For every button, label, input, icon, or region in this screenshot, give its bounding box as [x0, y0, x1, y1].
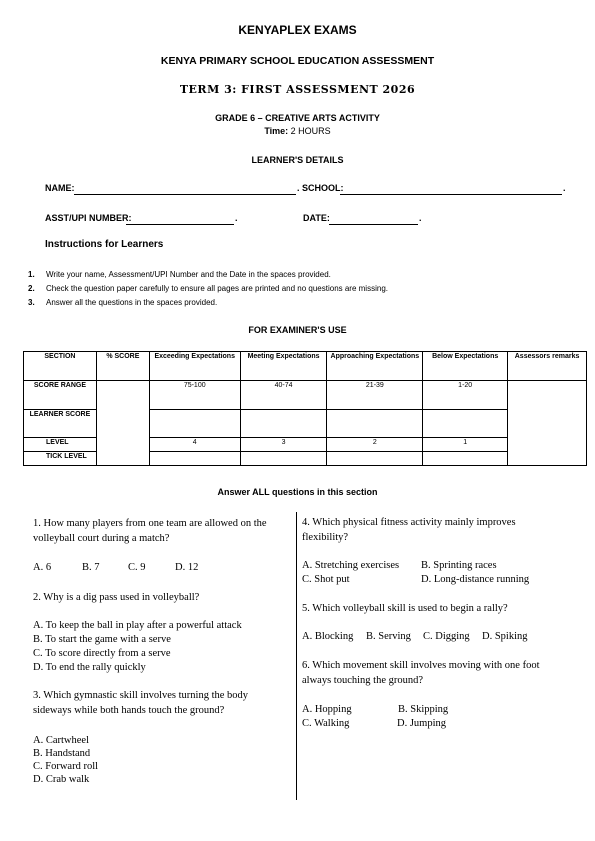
q3-option-c[interactable]: C. Forward roll — [33, 761, 99, 772]
question-3: 3. Which gymnastic skill involves turning the body sideways while both hands touch the ground? — [33, 690, 249, 716]
date-label: DATE: — [303, 213, 330, 223]
row-label: LEARNER SCORE — [24, 410, 97, 438]
header-remarks: Assessors remarks — [508, 352, 587, 381]
table-cell[interactable] — [149, 452, 240, 466]
examiner-use-heading: FOR EXAMINER'S USE — [248, 325, 347, 335]
table-cell: 1 — [423, 438, 508, 452]
header-below: Below Expectations — [423, 352, 508, 381]
table-cell[interactable] — [423, 410, 508, 438]
upi-field[interactable] — [126, 224, 234, 225]
question-6: 6. Which movement skill involves moving with one foot always touching the ground? — [302, 660, 540, 686]
remarks-cell[interactable] — [508, 381, 587, 466]
table-cell: 3 — [240, 438, 327, 452]
date-dot: . — [419, 213, 422, 223]
table-cell: 75-100 — [149, 381, 240, 410]
header-exceeding: Exceeding Expectations — [149, 352, 240, 381]
table-cell[interactable] — [240, 452, 327, 466]
question-2: 2. Why is a dig pass used in volleyball? — [33, 592, 200, 603]
q6-option-c[interactable]: C. Walking — [302, 718, 350, 729]
table-cell: 2 — [327, 438, 423, 452]
q1-option-c[interactable]: C. 9 — [128, 562, 146, 573]
table-cell: 1-20 — [423, 381, 508, 410]
q3-option-d[interactable]: D. Crab walk — [33, 774, 90, 785]
question-4: 4. Which physical fitness activity mainly improves flexibility? — [302, 517, 516, 543]
subject-title: GRADE 6 – CREATIVE ARTS ACTIVITY — [215, 113, 380, 123]
question-5: 5. Which volleyball skill is used to begin a rally? — [302, 603, 508, 614]
q5-option-c[interactable]: C. Digging — [423, 631, 470, 642]
header-score: % SCORE — [96, 352, 149, 381]
examiner-table — [23, 351, 587, 466]
q1-option-d[interactable]: D. 12 — [175, 562, 199, 573]
table-cell[interactable] — [327, 452, 423, 466]
row-label: LEVEL — [24, 438, 97, 452]
column-divider — [296, 512, 297, 800]
q6-option-a[interactable]: A. Hopping — [302, 704, 352, 715]
header-meeting: Meeting Expectations — [240, 352, 327, 381]
upi-dot: . — [235, 213, 238, 223]
term-title: TERM 3: FIRST ASSESSMENT 2026 — [179, 83, 416, 96]
header-approaching: Approaching Expectations — [327, 352, 423, 381]
name-label: NAME: — [45, 183, 75, 193]
q5-option-d[interactable]: D. Spiking — [482, 631, 528, 642]
table-cell[interactable] — [327, 410, 423, 438]
table-row — [24, 381, 587, 410]
instruction-item: 2. Check the question paper carefully to ensure all pages are printed and no questions are missing. — [28, 284, 388, 293]
q6-option-b[interactable]: B. Skipping — [398, 704, 449, 715]
school-label: SCHOOL: — [302, 183, 344, 193]
q4-option-c[interactable]: C. Shot put — [302, 574, 350, 585]
q5-option-b[interactable]: B. Serving — [366, 631, 411, 642]
q1-option-a[interactable]: A. 6 — [33, 562, 52, 573]
upi-label: ASST/UPI NUMBER: — [45, 213, 132, 223]
q2-option-a[interactable]: A. To keep the ball in play after a powerful attack — [33, 620, 242, 631]
q6-option-d[interactable]: D. Jumping — [397, 718, 447, 729]
table-cell: 40-74 — [240, 381, 327, 410]
date-field[interactable] — [329, 224, 418, 225]
school-field[interactable] — [340, 194, 562, 195]
q2-option-d[interactable]: D. To end the rally quickly — [33, 662, 146, 673]
q5-option-a[interactable]: A. Blocking — [302, 631, 354, 642]
q4-option-d[interactable]: D. Long-distance running — [421, 574, 530, 585]
row-label: SCORE RANGE — [24, 381, 97, 410]
name-dot: . — [297, 183, 300, 193]
table-cell: 4 — [149, 438, 240, 452]
instructions-title: Instructions for Learners — [45, 239, 164, 250]
exam-org-title: KENYAPLEX EXAMS — [238, 23, 357, 37]
table-cell[interactable] — [240, 410, 327, 438]
row-label: TICK LEVEL — [24, 452, 97, 466]
school-dot: . — [563, 183, 566, 193]
header-section: SECTION — [24, 352, 97, 381]
q2-option-b[interactable]: B. To start the game with a serve — [33, 634, 171, 645]
percent-score-cell[interactable] — [96, 381, 149, 466]
answer-all-heading: Answer ALL questions in this section — [217, 487, 378, 497]
q4-option-a[interactable]: A. Stretching exercises — [302, 560, 400, 571]
table-cell[interactable] — [423, 452, 508, 466]
instruction-item: 1. Write your name, Assessment/UPI Number and the Date in the spaces provided. — [28, 270, 331, 279]
time-value: 2 HOURS — [288, 126, 331, 136]
instruction-item: 3. Answer all the questions in the spaces provided. — [28, 298, 218, 307]
time-label: Time: — [264, 126, 289, 136]
table-cell[interactable] — [149, 410, 240, 438]
table-header-row — [24, 352, 587, 381]
q2-option-c[interactable]: C. To score directly from a serve — [33, 648, 171, 659]
name-field[interactable] — [74, 194, 296, 195]
time-line — [0, 126, 595, 136]
learner-details-heading: LEARNER'S DETAILS — [251, 155, 344, 165]
q3-option-a[interactable]: A. Cartwheel — [33, 735, 89, 746]
question-1: 1. How many players from one team are allowed on the volleyball court during a match? — [33, 518, 267, 544]
q4-option-b[interactable]: B. Sprinting races — [421, 560, 497, 571]
q1-option-b[interactable]: B. 7 — [82, 562, 100, 573]
assessment-title: KENYA PRIMARY SCHOOL EDUCATION ASSESSMENT — [160, 55, 435, 67]
q3-option-b[interactable]: B. Handstand — [33, 748, 91, 759]
table-cell: 21-39 — [327, 381, 423, 410]
